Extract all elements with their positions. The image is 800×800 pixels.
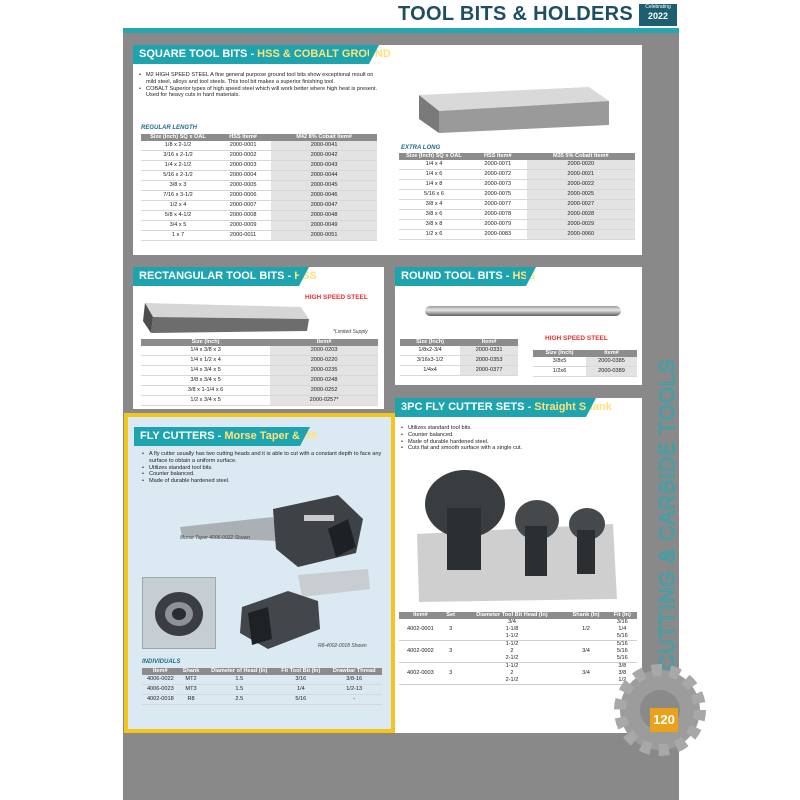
table-row	[141, 170, 377, 180]
rectangular-tool-bit-image	[141, 299, 311, 335]
table-cell: 4006-0022	[142, 675, 179, 685]
table-cell: 5/8 x 4-1/2	[141, 210, 215, 220]
section-title: FLY CUTTERS -	[140, 430, 225, 442]
table-cell: 5/16	[608, 633, 637, 641]
table-cell: 2000-0048	[271, 210, 377, 220]
table-cell: 2000-0220	[270, 355, 378, 365]
table-cell: 2000-0043	[271, 160, 377, 170]
table-row	[400, 365, 518, 375]
table-cell: 4002-0003	[407, 669, 434, 676]
table-cell: 3/8 x 3	[141, 180, 215, 190]
column-header: HSS Item#	[215, 134, 271, 141]
table-cell: 1.5	[203, 675, 275, 685]
table-cell: 1/2 x 4	[141, 200, 215, 210]
table-cell: -	[326, 694, 382, 704]
table-cell: 2.5	[203, 694, 275, 704]
table-cell: 2000-0331	[460, 346, 518, 356]
section-title: 3PC FLY CUTTER SETS -	[401, 401, 535, 413]
table-row	[141, 190, 377, 200]
section-subtitle: HSS	[294, 270, 317, 282]
table-cell	[399, 677, 442, 685]
table-row	[400, 346, 518, 356]
table-cell	[442, 640, 460, 648]
individuals-caption: INDIVIDUALS	[142, 659, 181, 665]
table-row	[399, 626, 637, 633]
bullet-item: • COBALT Superior types of high speed steel which will work better where high heat is present. Used for heavy cuts in hard materials.	[139, 86, 384, 100]
table-row	[141, 385, 378, 395]
section-title: ROUND TOOL BITS -	[401, 270, 513, 282]
table-cell: 3/8 x 8	[399, 219, 469, 229]
header-rule	[123, 28, 679, 33]
table-cell: 2000-0077	[469, 199, 527, 209]
table-cell: 4006-0023	[142, 684, 179, 694]
table-cell: 2000-0073	[469, 179, 527, 189]
table-cell: 2000-0389	[586, 366, 637, 376]
table-row	[399, 189, 635, 199]
page-number: 120	[650, 708, 678, 732]
fly-cutters-panel	[124, 413, 395, 733]
table-cell: 5/16	[616, 640, 628, 647]
table-cell: 2000-0045	[271, 180, 377, 190]
column-header: Fit Tool Bit (In)	[275, 668, 326, 675]
table-row	[399, 619, 637, 626]
table-cell: 2000-0047	[271, 200, 377, 210]
table-cell: 2000-0003	[215, 160, 271, 170]
table-cell: 4002-0002	[407, 647, 434, 654]
column-header: Drawbar Thread	[326, 668, 382, 675]
table-row	[141, 200, 377, 210]
bullet-item: • M2 HIGH SPEED STEEL A fine general purpose ground tool bits show exceptional result on mild steel, alloys and tool steels. This tool bit makes a superior finishing tool.	[139, 72, 384, 86]
table-row	[533, 357, 637, 367]
table-cell: 1.5	[203, 684, 275, 694]
section-subtitle: HSS	[512, 270, 536, 282]
column-header: HSS Item#	[469, 153, 527, 160]
table-cell: 1-1/2	[505, 662, 519, 669]
table-cell: 3/16x3-1/2	[400, 355, 460, 365]
table-cell: 1-1/2	[460, 633, 565, 641]
table-cell: 2000-0041	[271, 141, 377, 151]
table-cell: 2000-0049	[271, 220, 377, 230]
limited-supply-note: *Limited Supply	[333, 329, 368, 335]
table-cell	[399, 619, 442, 626]
table-cell: 4002-0018	[142, 694, 179, 704]
table-cell: 2000-0075	[469, 189, 527, 199]
side-label-text: CUTTING & CARBIDE TOOLS	[656, 358, 679, 670]
table-cell: 5/16	[608, 655, 637, 663]
table-row	[142, 694, 382, 704]
section-subtitle: HSS & COBALT GROUND	[257, 48, 391, 60]
round-tool-bits-panel	[395, 267, 642, 385]
section-title-bar	[133, 267, 317, 286]
table-cell: 1-1/2	[505, 640, 519, 647]
table-cell	[399, 655, 442, 663]
table-row	[141, 210, 377, 220]
page-title: TOOL BITS & HOLDERS	[398, 3, 633, 25]
column-header: M35 5% Cobalt Item#	[527, 153, 635, 160]
table-cell: 3/16	[616, 618, 628, 625]
table-cell: MT2	[179, 675, 204, 685]
closeup-graphic	[143, 578, 215, 648]
table-cell: 3/8 x 6	[399, 209, 469, 219]
column-header: Item#	[399, 612, 442, 619]
table-cell	[564, 640, 607, 648]
table-cell: 3	[449, 625, 453, 632]
table-cell: 3/8 x 3/4 x 5	[141, 375, 270, 385]
extra-long-table	[399, 153, 635, 240]
bullet-item: • A fly cutter usually has two cutting heads and it is able to cut with a constant depth to face any surface to obtain a uniform surface.	[142, 451, 382, 465]
table-row	[400, 355, 518, 365]
bullet-item: • Cuts flat and smooth surface with a single cut.	[401, 445, 631, 452]
table-cell: 1-1/8	[505, 625, 519, 632]
table-row	[142, 684, 382, 694]
table-cell: 2000-0044	[271, 170, 377, 180]
table-cell: 2000-0001	[215, 141, 271, 151]
table-cell: 3/8 x 1-1/4 x 6	[141, 385, 270, 395]
section-subtitle: Morse Taper & R8	[224, 430, 318, 442]
table-cell: 2000-0021	[527, 169, 635, 179]
table-cell	[564, 633, 607, 641]
bullet-item: • Made of durable hardened steel.	[142, 478, 382, 485]
gear-decoration	[600, 647, 710, 760]
fly-cutter-closeup-image	[142, 577, 216, 649]
rectangular-table	[141, 339, 378, 406]
table-cell: 2000-0002	[215, 150, 271, 160]
bullet-item: • Made of durable hardened steel.	[401, 439, 631, 446]
table-cell: 3/8 x 4	[399, 199, 469, 209]
table-cell: 2000-0257*	[270, 395, 378, 405]
table-row	[142, 675, 382, 685]
sets-bullets	[401, 425, 631, 452]
extra-long-caption: EXTRA LONG	[401, 145, 441, 151]
morse-taper-fly-cutter-image	[178, 489, 368, 569]
column-header: Size (Inch)	[141, 339, 270, 346]
table-cell: 1/2-13	[326, 684, 382, 694]
column-header: Size (Inch)	[533, 350, 586, 357]
section-title-bar	[395, 398, 612, 417]
table-cell: 2000-0004	[215, 170, 271, 180]
table-row	[399, 219, 635, 229]
regular-length-caption: REGULAR LENGTH	[141, 125, 197, 131]
column-header: Shank (In)	[564, 612, 607, 619]
table-row	[141, 150, 377, 160]
column-header: Size (Inch)	[400, 339, 460, 346]
column-header: Fit (In)	[608, 612, 637, 619]
column-header: Diameter of Head (In)	[203, 668, 275, 675]
table-cell: 2000-0005	[215, 180, 271, 190]
table-cell: 2000-0060	[527, 229, 635, 239]
table-cell: 2000-0083	[469, 229, 527, 239]
column-header: M42 8% Cobalt Item#	[271, 134, 377, 141]
table-cell: 3/16 x 2-1/2	[141, 150, 215, 160]
table-row	[399, 640, 637, 648]
column-header: Set	[442, 612, 460, 619]
table-cell: 2000-0009	[215, 220, 271, 230]
table-cell	[399, 633, 442, 641]
table-cell	[442, 677, 460, 685]
table-cell: 2000-0022	[527, 179, 635, 189]
table-row	[399, 209, 635, 219]
bullet-item: • Utilizes standard tool bits.	[401, 425, 631, 432]
table-row	[399, 229, 635, 239]
table-cell: 2000-0377	[460, 365, 518, 375]
table-row	[399, 169, 635, 179]
table-row	[141, 160, 377, 170]
table-cell: 1/2	[608, 677, 637, 685]
table-cell: 2000-0235	[270, 365, 378, 375]
table-row	[141, 365, 378, 375]
table-cell: 2000-0028	[527, 209, 635, 219]
section-subtitle: Straight Shank	[534, 401, 612, 413]
table-row	[399, 633, 637, 641]
fly-cutters-table	[142, 668, 382, 705]
table-cell: 2000-0203	[270, 346, 378, 356]
table-cell: 1/4 x 6	[399, 169, 469, 179]
table-cell: 3/4	[508, 618, 516, 625]
table-cell: 3/16	[275, 675, 326, 685]
column-header: Shank	[179, 668, 204, 675]
table-cell: 2000-0042	[271, 150, 377, 160]
table-cell: 1/8 x 2-1/2	[141, 141, 215, 151]
table-cell: 2000-0025	[527, 189, 635, 199]
table-cell: MT3	[179, 684, 204, 694]
table-cell	[442, 662, 460, 670]
table-cell: 1/4 x 1/2 x 4	[141, 355, 270, 365]
table-cell: 1 x 7	[141, 230, 215, 240]
table-cell: 7/16 x 3-1/2	[141, 190, 215, 200]
table-cell: 3/8	[618, 662, 627, 669]
table-cell: 1/4	[275, 684, 326, 694]
fly-bullets	[142, 451, 382, 485]
table-cell	[442, 655, 460, 663]
table-row	[141, 375, 378, 385]
table-cell: 3/4	[582, 647, 590, 654]
table-cell: 2000-0252	[270, 385, 378, 395]
table-cell: 2000-0020	[527, 160, 635, 170]
table-cell: 2000-0051	[271, 230, 377, 240]
table-cell: 2000-0008	[215, 210, 271, 220]
table-cell: 3	[449, 647, 453, 654]
table-cell: 3/8x5	[533, 357, 586, 367]
table-cell: 2000-0071	[469, 160, 527, 170]
page-header	[123, 0, 679, 28]
regular-length-table	[141, 134, 377, 241]
table-cell: 1/4	[618, 625, 627, 632]
column-header: Size (Inch) SQ x OAL	[141, 134, 215, 141]
table-cell	[442, 633, 460, 641]
table-cell: 1/4 x 8	[399, 179, 469, 189]
table-cell: 5/16	[616, 647, 628, 654]
table-row	[533, 366, 637, 376]
high-speed-steel-label: HIGH SPEED STEEL	[305, 294, 368, 301]
table-cell: 2000-0079	[469, 219, 527, 229]
table-cell: 1/4 x 3/8 x 3	[141, 346, 270, 356]
r8-label: R8-4002-0018 Shown	[318, 643, 367, 649]
table-cell: 2000-0011	[215, 230, 271, 240]
table-cell: 2000-0046	[271, 190, 377, 200]
table-cell: 2000-0248	[270, 375, 378, 385]
table-cell: 3/4 x 5	[141, 220, 215, 230]
table-row	[141, 355, 378, 365]
table-row	[399, 179, 635, 189]
table-row	[141, 395, 378, 405]
table-cell	[564, 619, 607, 626]
column-header: Item#	[142, 668, 179, 675]
bullet-item: • Counter balanced.	[401, 432, 631, 439]
column-header: Item#	[460, 339, 518, 346]
table-cell	[399, 640, 442, 648]
table-cell	[399, 662, 442, 670]
fly-cutter-set-image	[407, 464, 622, 604]
table-cell: 2-1/2	[460, 677, 565, 685]
rectangular-tool-bits-panel	[133, 267, 384, 409]
table-cell: 1/2	[582, 625, 590, 632]
table-cell: 3/8	[618, 669, 627, 676]
round-table-left	[400, 339, 518, 376]
table-row	[399, 160, 635, 170]
table-row	[141, 346, 378, 356]
round-table-right	[533, 350, 637, 377]
table-cell: 2000-0078	[469, 209, 527, 219]
column-header: Diameter Tool Bit Head (In)	[460, 612, 565, 619]
square-tool-bits-panel	[133, 45, 642, 255]
table-cell: 1/8x2-3/4	[400, 346, 460, 356]
table-cell: 2000-0029	[527, 219, 635, 229]
table-row	[399, 199, 635, 209]
table-cell: 5/16 x 6	[399, 189, 469, 199]
table-row	[141, 220, 377, 230]
table-cell: 2000-0353	[460, 355, 518, 365]
square-tool-bit-image	[411, 73, 611, 133]
table-cell: 1/4x4	[400, 365, 460, 375]
badge-year: 2022	[647, 11, 669, 21]
bullet-item: • Counter balanced.	[142, 471, 382, 478]
table-cell: 2000-0006	[215, 190, 271, 200]
table-cell: 2	[510, 647, 514, 654]
high-speed-steel-label: HIGH SPEED STEEL	[545, 335, 608, 342]
table-cell: 1/4 x 4	[399, 160, 469, 170]
section-title-bar	[133, 45, 391, 64]
section-title: SQUARE TOOL BITS -	[139, 48, 258, 60]
table-cell: 1/4 x 2-1/2	[141, 160, 215, 170]
bullet-item: • Utilizes standard tool bits.	[142, 465, 382, 472]
table-cell: 2000-0072	[469, 169, 527, 179]
section-title-bar	[395, 267, 536, 286]
table-cell: 1/2 x 3/4 x 5	[141, 395, 270, 405]
column-header: Item#	[270, 339, 378, 346]
table-row	[141, 230, 377, 240]
anniversary-badge	[639, 4, 677, 26]
table-cell: 2000-0027	[527, 199, 635, 209]
square-bullets	[139, 72, 384, 99]
badge-text: Celebrating	[645, 4, 671, 10]
table-cell: 2	[510, 669, 514, 676]
section-title-bar	[134, 427, 318, 446]
round-tool-bit-image	[423, 303, 623, 319]
section-title: RECTANGULAR TOOL BITS -	[139, 270, 295, 282]
table-cell: 2000-0385	[586, 357, 637, 367]
table-cell: 3/4	[582, 669, 590, 676]
table-cell: 2-1/2	[460, 655, 565, 663]
table-cell	[442, 619, 460, 626]
table-cell: 5/16 x 2-1/2	[141, 170, 215, 180]
side-category-label	[652, 340, 682, 680]
column-header: Item#	[586, 350, 637, 357]
table-cell: 1/4 x 3/4 x 5	[141, 365, 270, 375]
table-cell: 3/8-16	[326, 675, 382, 685]
table-cell: 3	[449, 669, 453, 676]
table-row	[141, 141, 377, 151]
table-cell: R8	[179, 694, 204, 704]
column-header: Size (Inch) SQ x OAL	[399, 153, 469, 160]
table-cell: 4002-0001	[407, 625, 434, 632]
table-cell: 1/2x6	[533, 366, 586, 376]
table-row	[141, 180, 377, 190]
table-cell: 2000-0007	[215, 200, 271, 210]
morse-taper-label: Morse Taper 4006-0022 Shown	[180, 535, 250, 541]
table-cell: 1/2 x 6	[399, 229, 469, 239]
table-cell: 5/16	[275, 694, 326, 704]
